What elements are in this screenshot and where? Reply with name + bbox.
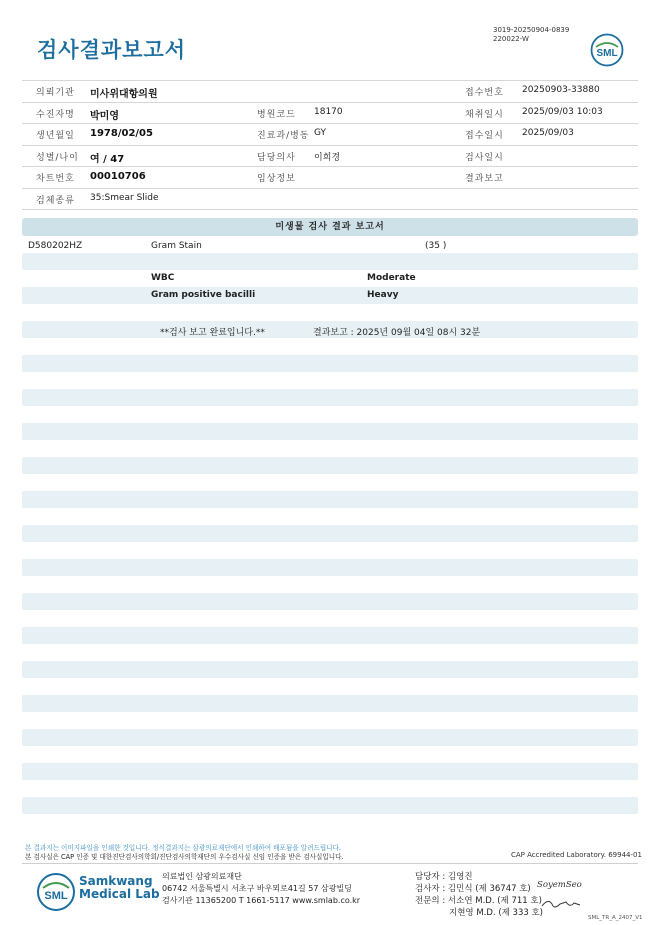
samkwang-logo-text: SML	[44, 890, 68, 902]
result-row-stripe	[22, 457, 638, 474]
info-value: 20250903-33880	[522, 85, 600, 95]
info-label: 채취일시	[465, 109, 504, 120]
result-row-stripe	[22, 797, 638, 814]
result-row-stripe	[22, 525, 638, 542]
info-value: GY	[314, 128, 327, 138]
result-row-stripe	[22, 253, 638, 270]
test-number: (35 )	[425, 241, 447, 251]
staff-tester: 검사자 : 김민식 (제 36747 호)	[415, 884, 531, 894]
test-name: Gram Stain	[151, 241, 202, 251]
staff-specialist-2: 지현영 M.D. (제 333 호)	[449, 908, 544, 918]
sml-logo-icon	[590, 33, 624, 67]
result-row-stripe	[22, 627, 638, 644]
brand-line1: Samkwang	[79, 874, 153, 888]
contact-line: 검사기관 11365200 T 1661-5117 www.smlab.co.kr	[162, 896, 361, 905]
result-row-stripe	[22, 695, 638, 712]
result-row-stripe	[22, 287, 638, 304]
cap-accreditation: CAP Accredited Laboratory. 69944-01	[511, 851, 642, 859]
address-line: 06742 서울특별시 서초구 바우뫼로41길 57 삼광빌딩	[162, 884, 352, 893]
info-label: 생년월일	[36, 131, 75, 141]
info-row	[22, 189, 638, 211]
info-row	[22, 80, 638, 103]
patient-info-table	[22, 80, 638, 210]
samkwang-logo-icon	[36, 872, 76, 912]
staff-list	[415, 871, 543, 919]
result-row-stripe	[22, 763, 638, 780]
info-row	[22, 146, 638, 168]
organization-name: 의료법인 삼광의료재단	[162, 872, 242, 881]
info-value: 18170	[314, 106, 343, 117]
image-print-notice: 본 결과지는 이미지파일을 인쇄한 것입니다. 정식결과지는 삼광의료재단에서 인쇄하여 배포됨을 알려드립니다.	[25, 844, 342, 852]
info-value: 박미영	[90, 110, 119, 122]
info-value: 1978/02/05	[90, 128, 153, 139]
result-item-name: Gram positive bacilli	[151, 290, 256, 300]
result-item-value: Moderate	[367, 273, 416, 283]
document-id	[493, 26, 569, 44]
info-label: 결과보고	[465, 174, 504, 184]
info-label: 검사일시	[465, 152, 504, 163]
info-value: 2025/09/03 10:03	[522, 106, 603, 117]
info-label: 접수일시	[465, 131, 504, 141]
footer-divider	[22, 863, 638, 864]
info-row	[22, 103, 638, 125]
brand-name	[79, 875, 160, 901]
result-row-stripe	[22, 559, 638, 576]
document-id-line2: 220022-W	[493, 35, 529, 43]
report-complete-message: **검사 보고 완료입니다.**	[160, 328, 265, 338]
result-row-stripe	[22, 423, 638, 440]
result-item-value: Heavy	[367, 290, 399, 300]
info-value: 00010706	[90, 171, 146, 182]
staff-manager: 담당자 : 김영진	[415, 872, 473, 882]
info-label: 차트번호	[36, 174, 75, 184]
brand-line2: Medical Lab	[79, 887, 160, 901]
info-label: 진료과/병동	[257, 131, 310, 141]
info-label: 병원코드	[257, 109, 296, 120]
info-value: 미사위대항의원	[90, 89, 158, 100]
result-row-stripe	[22, 729, 638, 746]
info-value: 이희경	[314, 152, 341, 163]
document-id-line1: 3019-20250904-0839	[493, 26, 570, 34]
result-row-stripe	[22, 661, 638, 678]
form-code: SML_TR_A_2407_V1	[588, 915, 643, 921]
result-row-stripe	[22, 593, 638, 610]
info-label: 수진자명	[36, 109, 75, 120]
info-row	[22, 124, 638, 146]
accreditation-notice: 본 검사실은 CAP 인증 및 대한진단검사의학회/진단검사의학재단의 우수검사실 신임 인증을 받은 검사실입니다.	[25, 853, 344, 861]
test-code: D580202HZ	[28, 241, 83, 251]
info-row	[22, 167, 638, 189]
info-label: 임상정보	[257, 174, 296, 184]
signature-scribble-icon	[540, 896, 582, 912]
page-title: 검사결과보고서	[37, 38, 187, 62]
info-label: 의뢰기관	[36, 88, 75, 98]
result-row-stripe	[22, 491, 638, 508]
staff-specialist: 전문의 : 서소연 M.D. (제 711 호)	[415, 896, 542, 906]
result-section-title: 미생물 검사 결과 보고서	[22, 218, 638, 236]
result-row-stripe	[22, 355, 638, 372]
result-item-name: WBC	[151, 273, 175, 283]
info-value: 35:Smear Slide	[90, 192, 159, 203]
sml-logo-text: SML	[596, 48, 618, 59]
signature: SoyemSeo	[537, 880, 582, 890]
organization-address	[162, 871, 360, 907]
info-label: 검체종류	[36, 195, 75, 206]
info-label: 성별/나이	[36, 152, 79, 163]
info-label: 담당의사	[257, 152, 296, 163]
info-label: 접수번호	[465, 88, 504, 98]
info-value: 2025/09/03	[522, 128, 574, 138]
report-time: 결과보고 : 2025년 09월 04일 08시 32분	[313, 328, 481, 338]
info-value: 여 / 47	[90, 153, 125, 165]
result-row-stripe	[22, 389, 638, 406]
